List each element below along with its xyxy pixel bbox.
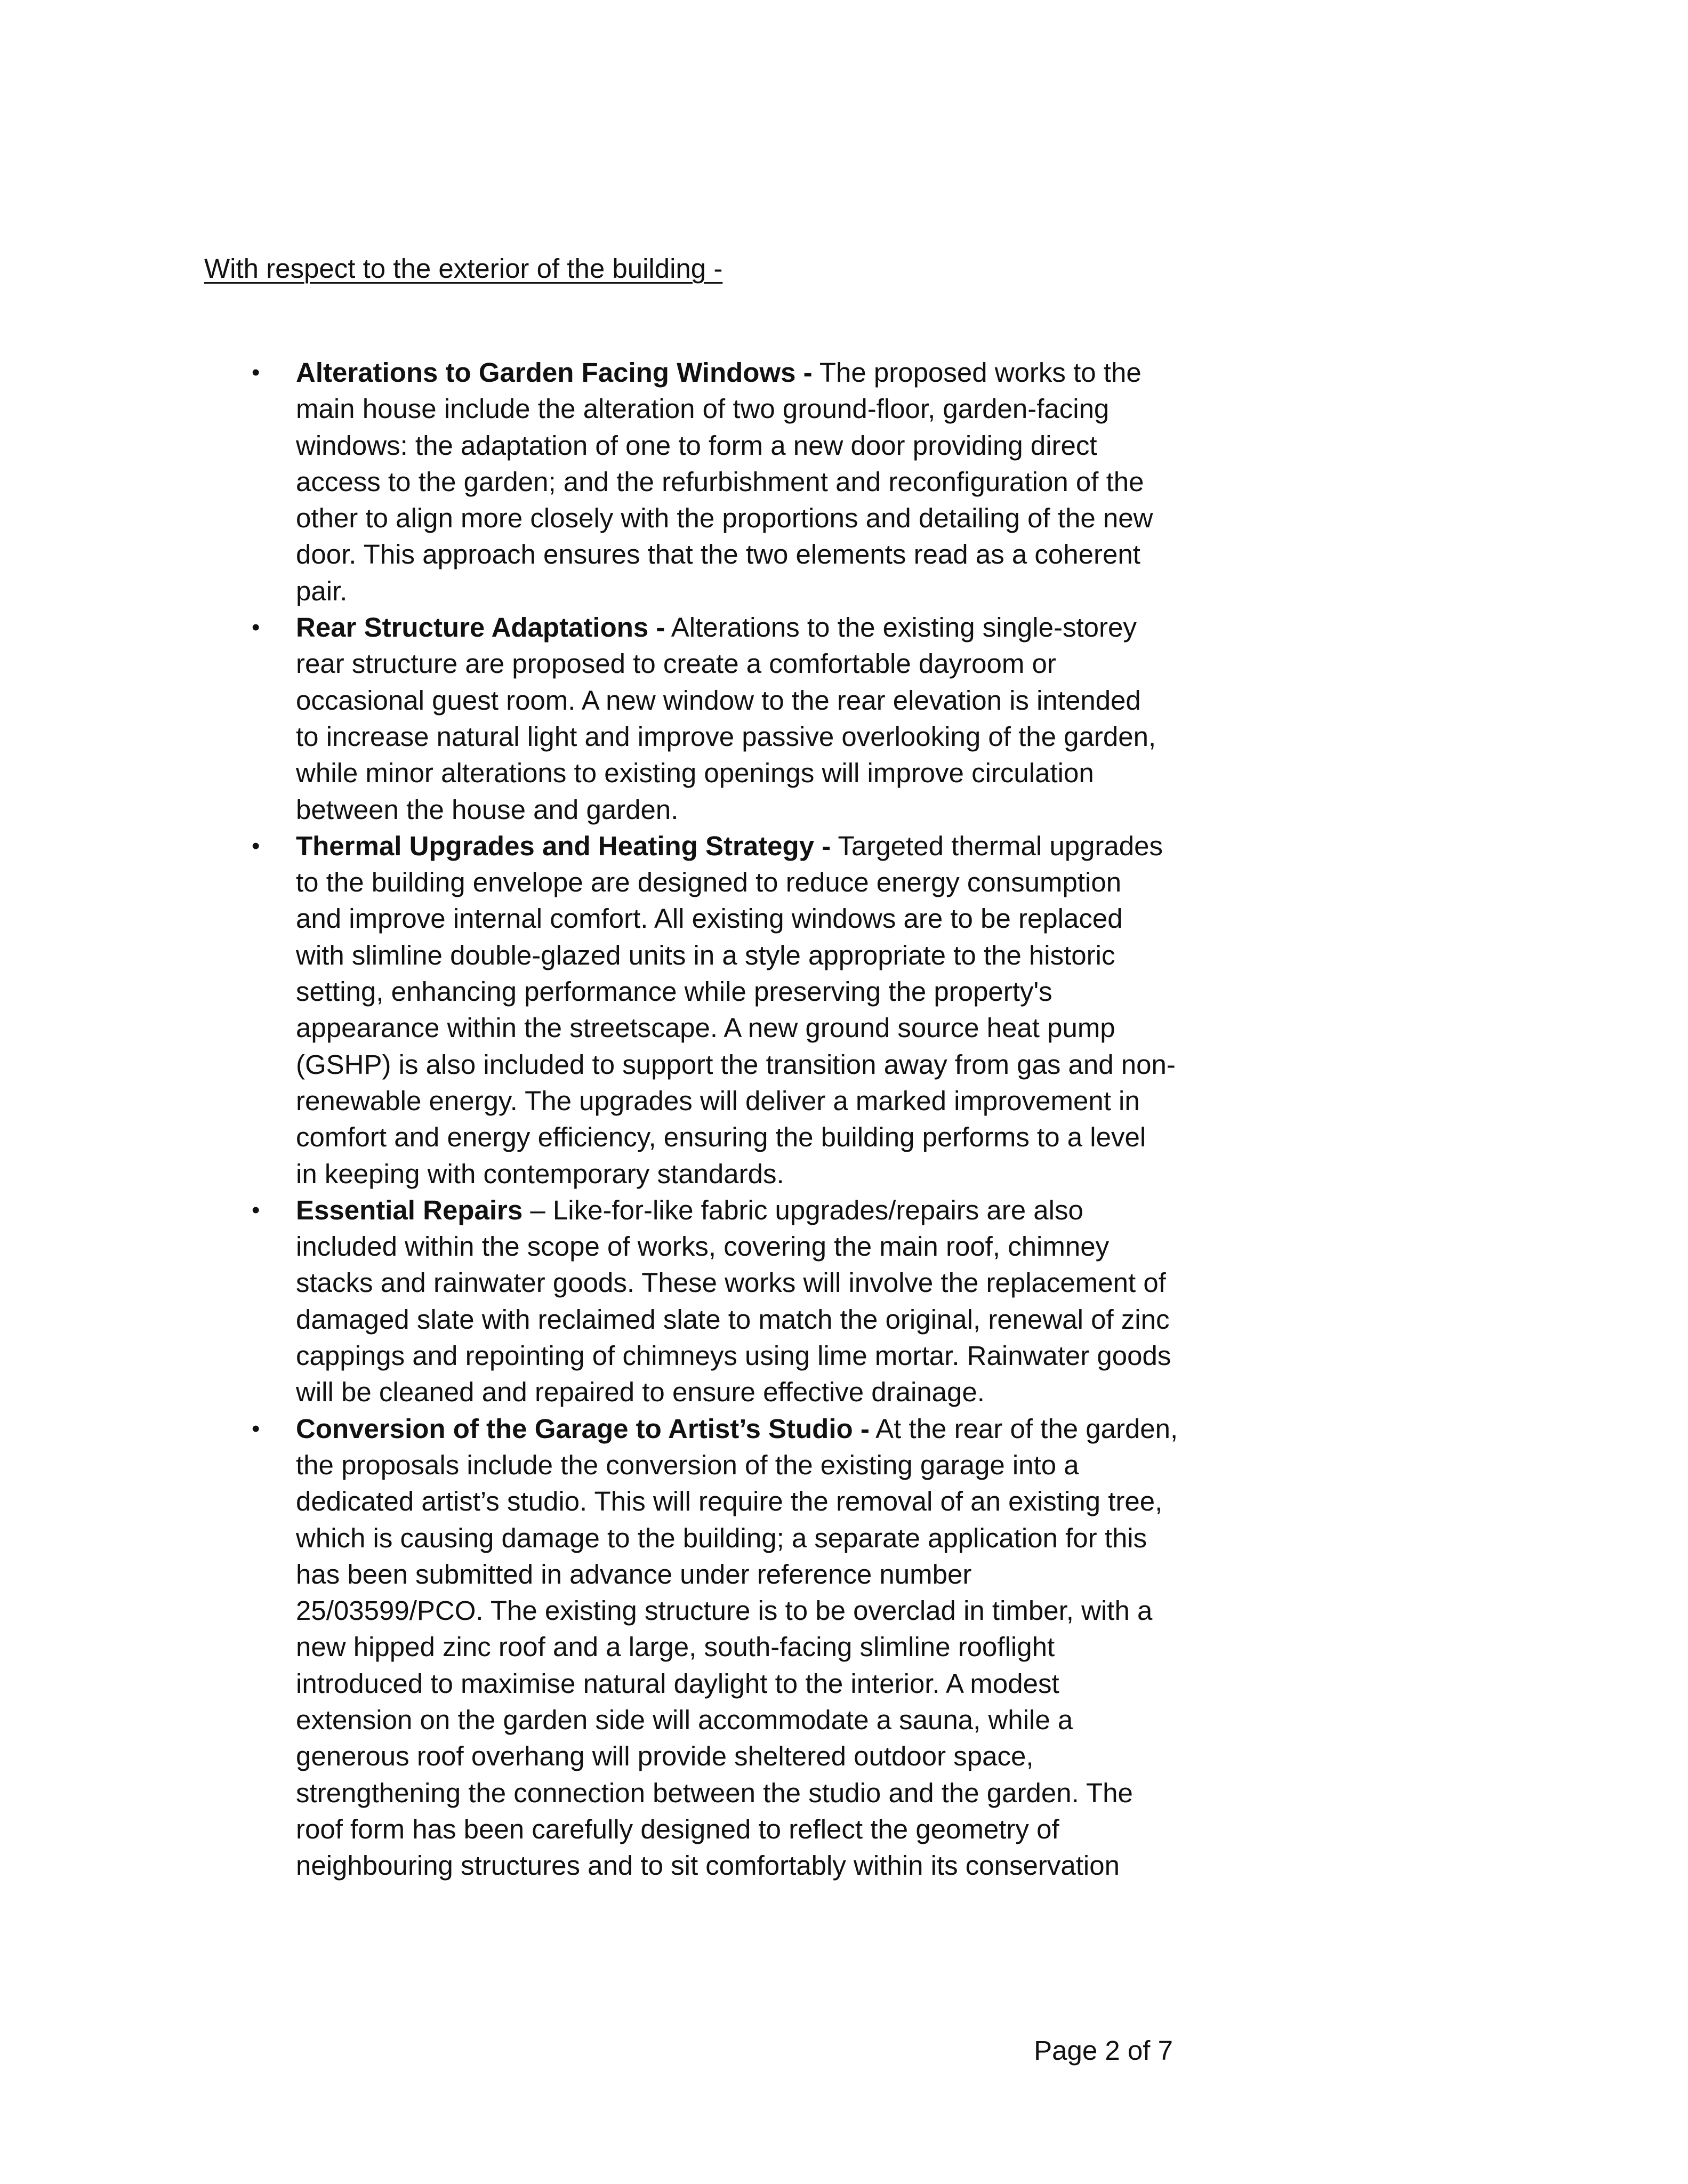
bullet-icon: • xyxy=(252,614,260,641)
bullet-line: door. This approach ensures that the two elements read as a coherent xyxy=(296,539,1140,570)
bullet-line: appearance within the streetscape. A new ground source heat pump xyxy=(296,1013,1115,1043)
bullet-line: has been submitted in advance under reference number xyxy=(296,1559,972,1589)
bullet-text: At the rear of the garden, xyxy=(869,1413,1178,1444)
bullet-title: Thermal Upgrades and Heating Strategy - xyxy=(296,830,831,861)
bullet-line: stacks and rainwater goods. These works will involve the replacement of xyxy=(296,1267,1166,1298)
bullet-line: generous roof overhang will provide sheltered outdoor space, xyxy=(296,1741,1034,1772)
bullet-line: with slimline double-glazed units in a style appropriate to the historic xyxy=(296,940,1115,970)
bullet-first-line xyxy=(296,609,1178,646)
bullet-line: and improve internal comfort. All existing windows are to be replaced xyxy=(296,903,1123,934)
bullet-line: introduced to maximise natural daylight to the interior. A modest xyxy=(296,1668,1059,1699)
bullet-title: Alterations to Garden Facing Windows - xyxy=(296,357,813,388)
bullet-first-line xyxy=(296,828,1178,864)
bullet-line: (GSHP) is also included to support the transition away from gas and non- xyxy=(296,1049,1176,1080)
bullet-line: setting, enhancing performance while preserving the property's xyxy=(296,976,1052,1007)
bullet-line: other to align more closely with the proportions and detailing of the new xyxy=(296,503,1153,534)
bullet-line: access to the garden; and the refurbishment and reconfiguration of the xyxy=(296,466,1144,497)
bullet-title: Essential Repairs xyxy=(296,1194,523,1225)
bullet-first-line xyxy=(296,1411,1178,1447)
bullet-text: Alterations to the existing single-storey xyxy=(665,612,1137,643)
bullet-first-line xyxy=(296,355,1178,391)
bullet-line: cappings and repointing of chimneys using lime mortar. Rainwater goods xyxy=(296,1340,1171,1371)
bullet-list xyxy=(251,355,1178,1884)
bullet-line: windows: the adaptation of one to form a new door providing direct xyxy=(296,430,1097,461)
bullet-line: included within the scope of works, covering the main roof, chimney xyxy=(296,1231,1110,1262)
bullet-icon: • xyxy=(252,1415,260,1442)
bullet-title: Conversion of the Garage to Artist’s Studio - xyxy=(296,1413,870,1444)
bullet-line: in keeping with contemporary standards. xyxy=(296,1158,784,1189)
bullet-line: between the house and garden. xyxy=(296,794,679,825)
section-heading: With respect to the exterior of the building - xyxy=(204,253,723,284)
bullet-item-garage-conversion xyxy=(251,1411,1178,1884)
bullet-line: comfort and energy efficiency, ensuring the building performs to a level xyxy=(296,1122,1146,1153)
bullet-line: main house include the alteration of two ground-floor, garden-facing xyxy=(296,394,1110,424)
bullet-item-garden-windows xyxy=(251,355,1178,609)
bullet-line: occasional guest room. A new window to the rear elevation is intended xyxy=(296,685,1141,716)
bullet-line: damaged slate with reclaimed slate to match the original, renewal of zinc xyxy=(296,1304,1170,1335)
bullet-title: Rear Structure Adaptations - xyxy=(296,612,665,643)
bullet-line: extension on the garden side will accommodate a sauna, while a xyxy=(296,1704,1073,1735)
bullet-item-rear-structure xyxy=(251,609,1178,828)
page-number: Page 2 of 7 xyxy=(1034,2035,1173,2066)
bullet-line: roof form has been carefully designed to reflect the geometry of xyxy=(296,1813,1059,1844)
bullet-line: pair. xyxy=(296,575,348,606)
bullet-line: will be cleaned and repaired to ensure effective drainage. xyxy=(296,1377,985,1408)
bullet-line: renewable energy. The upgrades will deliver a marked improvement in xyxy=(296,1085,1140,1116)
bullet-line: rear structure are proposed to create a comfortable dayroom or xyxy=(296,648,1056,679)
bullet-line: which is causing damage to the building; a separate application for this xyxy=(296,1522,1147,1553)
bullet-line: to the building envelope are designed to reduce energy consumption xyxy=(296,867,1122,898)
bullet-line: while minor alterations to existing openings will improve circulation xyxy=(296,758,1094,789)
bullet-text: The proposed works to the xyxy=(812,357,1142,388)
bullet-icon: • xyxy=(252,359,260,386)
bullet-line: to increase natural light and improve passive overlooking of the garden, xyxy=(296,721,1156,752)
bullet-icon: • xyxy=(252,1197,260,1223)
bullet-line: new hipped zinc roof and a large, south-facing slimline rooflight xyxy=(296,1632,1055,1663)
bullet-line: strengthening the connection between the studio and the garden. The xyxy=(296,1777,1133,1808)
bullet-text: – Like-for-like fabric upgrades/repairs are also xyxy=(523,1194,1083,1225)
bullet-line: 25/03599/PCO. The existing structure is to be overclad in timber, with a xyxy=(296,1595,1153,1626)
bullet-line: neighbouring structures and to sit comfortably within its conservation xyxy=(296,1850,1120,1881)
bullet-icon: • xyxy=(252,832,260,859)
bullet-line: dedicated artist’s studio. This will require the removal of an existing tree, xyxy=(296,1486,1163,1517)
bullet-line: the proposals include the conversion of the existing garage into a xyxy=(296,1449,1079,1480)
bullet-item-essential-repairs xyxy=(251,1192,1178,1411)
bullet-item-thermal-upgrades xyxy=(251,828,1178,1192)
bullet-text: Targeted thermal upgrades xyxy=(831,830,1163,861)
bullet-first-line xyxy=(296,1192,1178,1228)
